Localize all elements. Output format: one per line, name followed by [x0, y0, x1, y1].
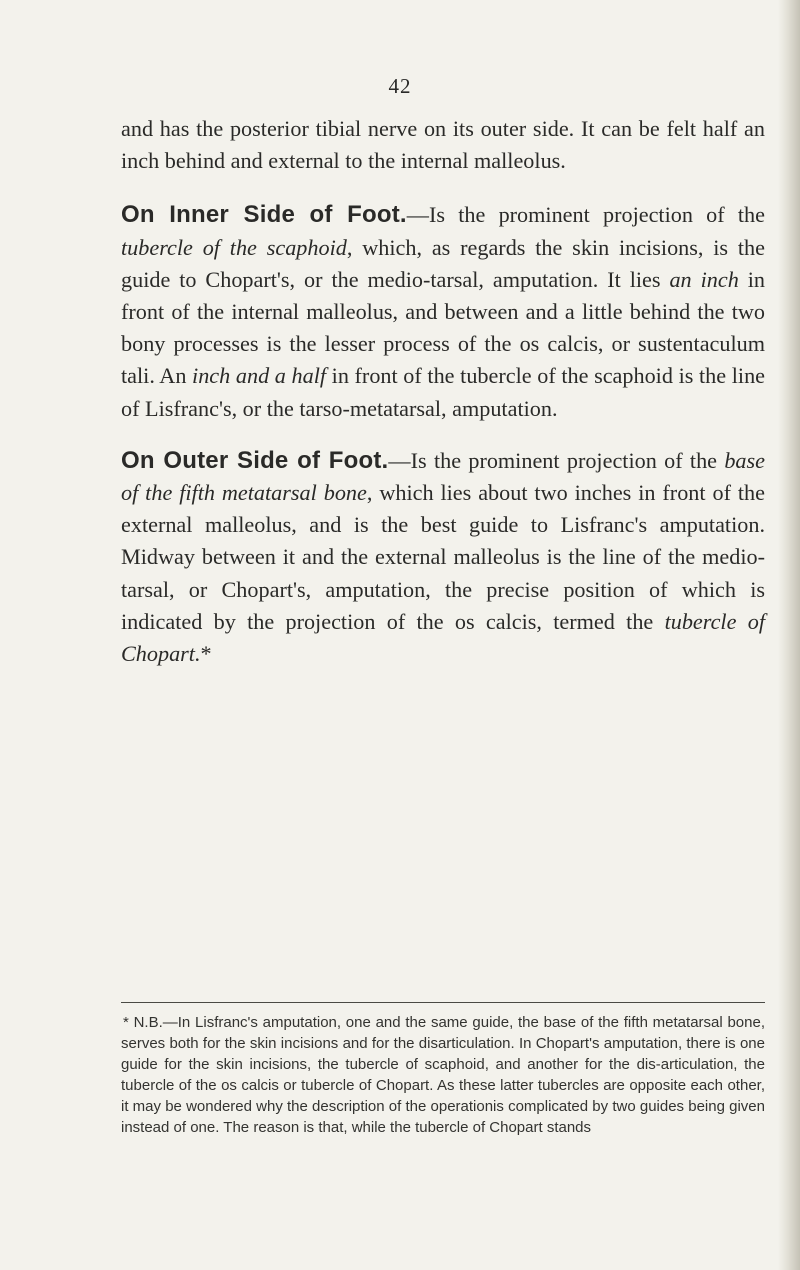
inner-italic-3: inch and a half — [192, 363, 327, 389]
inner-italic-1: tubercle of the scaphoid — [121, 234, 347, 260]
inner-text-4: in front of the tubercle of the scaphoid is the line of Lisfranc's, or the tarso-metatarsal, amputation. — [121, 363, 766, 421]
paragraph-inner-side — [121, 199, 765, 424]
heading-outer-side: On Outer Side of Foot. — [121, 446, 389, 474]
inner-italic-2: an inch — [669, 266, 739, 292]
footnote-marker: * — [200, 641, 212, 667]
inner-text-2: , which, as regards the skin incisions, is the guide to Chopart's, or the medio-tarsal, amputation. It lies — [121, 234, 765, 292]
page-edge-shadow — [778, 0, 800, 1270]
heading-inner-side: On Inner Side of Foot. — [121, 201, 407, 229]
main-text — [121, 113, 765, 670]
inner-text-3: in front of the internal malleolus, and between and a little behind the two bony processes is the lesser process of the os calcis, or sustentaculum tali. An — [121, 266, 765, 389]
page-number: 42 — [388, 74, 412, 98]
footnote — [121, 1012, 765, 1139]
outer-text-1: —Is the prominent projection of the — [388, 447, 725, 473]
outer-text-2: , which lies about two inches in front of the external malleolus, and is the best guide to Lisfranc's amputation. Midway between it and the external malleolus is the line of the medio-tarsal, or Chopart's, amputation, the precise position of which is indicated by the projection of the os calcis, termed the — [121, 480, 765, 634]
footnote-text: * N.B.—In Lisfranc's amputation, one and the same guide, the base of the fifth metatarsal bone, serves both for the skin incisions and for the disarticulation. In Chopart's amputation, there is one guide for the skin incisions, the tubercle of scaphoid, and another for the dis-articulation, the tubercle of the os calcis or tubercle of Chopart. As these latter tubercles are opposite each other, it may be wondered why the description of the operationis complicated by two guides being given instead of one. The reason is that, while the tubercle of Chopart stands — [121, 1014, 765, 1137]
outer-italic-2: tubercle of Chopart. — [121, 608, 765, 667]
footnote-divider — [121, 1002, 765, 1003]
paragraph-outer-side — [121, 445, 765, 670]
inner-text-1: —Is the prominent projection of the — [406, 202, 765, 228]
outer-italic-1: base of the fifth metatarsal bone — [121, 447, 765, 506]
paragraph-continuation: and has the posterior tibial nerve on its outer side. It can be felt half an inch behind and external to the internal malleolus. — [121, 116, 765, 174]
